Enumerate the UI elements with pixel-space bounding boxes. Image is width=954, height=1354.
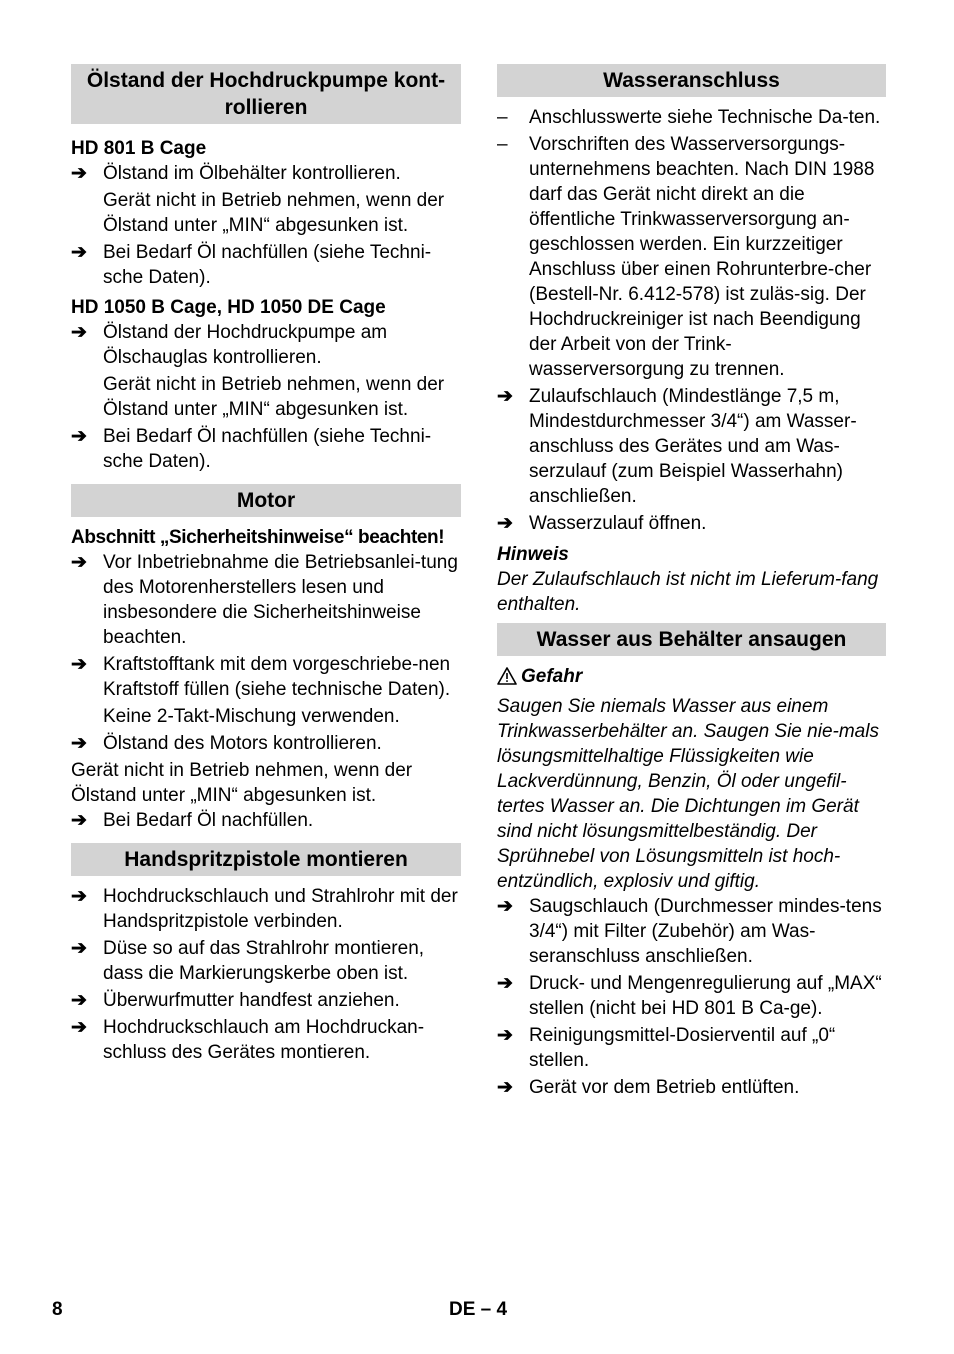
step-text: Überwurfmutter handfest anziehen. xyxy=(103,990,400,1011)
step-text: Kraftstofftank mit dem vorgeschriebe-nen Kraftstoff füllen (siehe technische Daten). xyxy=(103,654,451,700)
arrow-icon: ➔ xyxy=(71,163,87,184)
section-heading-water-connection: Wasseranschluss xyxy=(497,64,886,97)
dash-bullet: – xyxy=(497,107,508,128)
step-note: Keine 2-Takt-Mischung verwenden. xyxy=(103,706,400,727)
step-text: Düse so auf das Strahlrohr montieren, dass die Markierungskerbe oben ist. xyxy=(103,938,425,984)
step-note: Gerät nicht in Betrieb nehmen, wenn der Ölstand unter „MIN“ abgesunken ist. xyxy=(103,374,445,420)
arrow-icon: ➔ xyxy=(497,973,513,994)
section-heading-spray-gun: Handspritzpistole montieren xyxy=(71,843,461,876)
warning-icon xyxy=(497,667,521,692)
note-text: Der Zulaufschlauch ist nicht im Lieferum-fang enthalten. xyxy=(497,569,879,615)
dash-bullet: – xyxy=(497,134,508,155)
step-item xyxy=(497,1075,886,1100)
step-item xyxy=(71,550,461,650)
paragraph: Gerät nicht in Betrieb nehmen, wenn der Ölstand unter „MIN“ abgesunken ist. xyxy=(71,760,413,806)
step-text: Ölstand im Ölbehälter kontrollieren. xyxy=(103,163,401,184)
arrow-icon: ➔ xyxy=(497,1077,513,1098)
step-text: Reinigungsmittel-Dosierventil auf „0“ stellen. xyxy=(529,1025,836,1071)
arrow-icon: ➔ xyxy=(497,386,513,407)
subheading-safety-notice: Abschnitt „Sicherheitshinweise“ beachten! xyxy=(71,527,445,548)
arrow-icon: ➔ xyxy=(71,938,87,959)
dash-item xyxy=(497,132,886,382)
arrow-icon: ➔ xyxy=(497,513,513,534)
arrow-icon: ➔ xyxy=(71,733,87,754)
step-text: Bei Bedarf Öl nachfüllen. xyxy=(103,810,314,831)
step-item xyxy=(71,731,461,756)
step-text: Wasserzulauf öffnen. xyxy=(529,513,707,534)
page-number: 8 xyxy=(52,1299,63,1320)
step-item xyxy=(71,808,461,833)
step-item xyxy=(497,511,886,536)
step-item xyxy=(497,1023,886,1073)
arrow-icon: ➔ xyxy=(71,654,87,675)
step-item xyxy=(71,936,461,986)
step-item xyxy=(71,1015,461,1065)
danger-label: Gefahr xyxy=(521,666,583,687)
step-text: Ölstand des Motors kontrollieren. xyxy=(103,733,382,754)
step-item xyxy=(71,240,461,290)
step-text: Ölstand der Hochdruckpumpe am Ölschauglas kontrollieren. xyxy=(103,322,388,368)
step-item xyxy=(497,384,886,509)
section-heading-oil-pump: Ölstand der Hochdruckpumpe kont-rollieren xyxy=(71,64,461,124)
arrow-icon: ➔ xyxy=(71,552,87,573)
arrow-icon: ➔ xyxy=(71,242,87,263)
step-item xyxy=(71,161,461,186)
note-label: Hinweis xyxy=(497,544,569,565)
arrow-icon: ➔ xyxy=(497,896,513,917)
step-text: Bei Bedarf Öl nachfüllen (siehe Techni-sche Daten). xyxy=(103,426,432,472)
arrow-icon: ➔ xyxy=(71,886,87,907)
step-item xyxy=(71,424,461,474)
arrow-icon: ➔ xyxy=(71,1017,87,1038)
step-text: Hochdruckschlauch und Strahlrohr mit der Handspritzpistole verbinden. xyxy=(103,886,458,932)
step-text: Druck- und Mengenregulierung auf „MAX“ stellen (nicht bei HD 801 B Ca-ge). xyxy=(529,973,882,1019)
arrow-icon: ➔ xyxy=(71,990,87,1011)
step-item xyxy=(71,884,461,934)
danger-text: Saugen Sie niemals Wasser aus einem Trinkwasserbehälter an. Saugen Sie nie-mals lösungsmittelhaltige Flüssigkeiten wie Lackverdünnung, Benzin, Öl oder ungefil-tertes Wasser an. Die Dichtungen im Gerät sind nicht lösungsmittelbeständig. Der Sprühnebel von Lösungsmitteln ist hoch-entzündlich, explosiv und giftig. xyxy=(497,696,879,892)
dash-text: Vorschriften des Wasserversorgungs-unternehmens beachten. Nach DIN 1988 darf das Gerät nicht direkt an die öffentliche Trinkwasserversorgung an-geschlossen werden. Ein kurzzeitiger Anschluss über einen Rohrunterbre-cher (Bestell-Nr. 6.412-578) ist zuläs-sig. Der Hochdruckreiniger ist nach Beendigung der Arbeit von der Trink-wasserversorgung zu trennen. xyxy=(529,134,875,380)
step-text: Bei Bedarf Öl nachfüllen (siehe Techni-sche Daten). xyxy=(103,242,432,288)
step-text: Hochdruckschlauch am Hochdruckan-schluss des Gerätes montieren. xyxy=(103,1017,425,1063)
dash-text: Anschlusswerte siehe Technische Da-ten. xyxy=(529,107,881,128)
step-text: Saugschlauch (Durchmesser mindes-tens 3/4“) mit Filter (Zubehör) am Was-seranschluss anschließen. xyxy=(529,896,882,967)
section-heading-motor: Motor xyxy=(71,484,461,517)
arrow-icon: ➔ xyxy=(71,322,87,343)
danger-label-row xyxy=(497,664,886,692)
step-note: Gerät nicht in Betrieb nehmen, wenn der Ölstand unter „MIN“ abgesunken ist. xyxy=(103,190,445,236)
left-column xyxy=(71,64,461,1065)
step-item xyxy=(71,652,461,702)
dash-item xyxy=(497,105,886,130)
subheading-hd1050: HD 1050 B Cage, HD 1050 DE Cage xyxy=(71,297,386,318)
arrow-icon: ➔ xyxy=(71,810,87,831)
step-text: Gerät vor dem Betrieb entlüften. xyxy=(529,1077,800,1098)
step-text: Vor Inbetriebnahme die Betriebsanlei-tung des Motorenherstellers lesen und insbesondere die Sicherheitshinweise beachten. xyxy=(103,552,458,648)
step-item xyxy=(497,894,886,969)
section-code: DE – 4 xyxy=(449,1299,508,1320)
arrow-icon: ➔ xyxy=(497,1025,513,1046)
step-text: Zulaufschlauch (Mindestlänge 7,5 m, Mindestdurchmesser 3/4“) am Wasser-anschluss des Gerätes und am Was-serzulauf (zum Beispiel Wasserhahn) anschließen. xyxy=(529,386,857,507)
step-item xyxy=(71,320,461,370)
step-item xyxy=(71,988,461,1013)
step-item xyxy=(497,971,886,1021)
right-column xyxy=(497,64,886,1100)
arrow-icon: ➔ xyxy=(71,426,87,447)
section-heading-suction: Wasser aus Behälter ansaugen xyxy=(497,623,886,656)
subheading-hd801: HD 801 B Cage xyxy=(71,138,207,159)
